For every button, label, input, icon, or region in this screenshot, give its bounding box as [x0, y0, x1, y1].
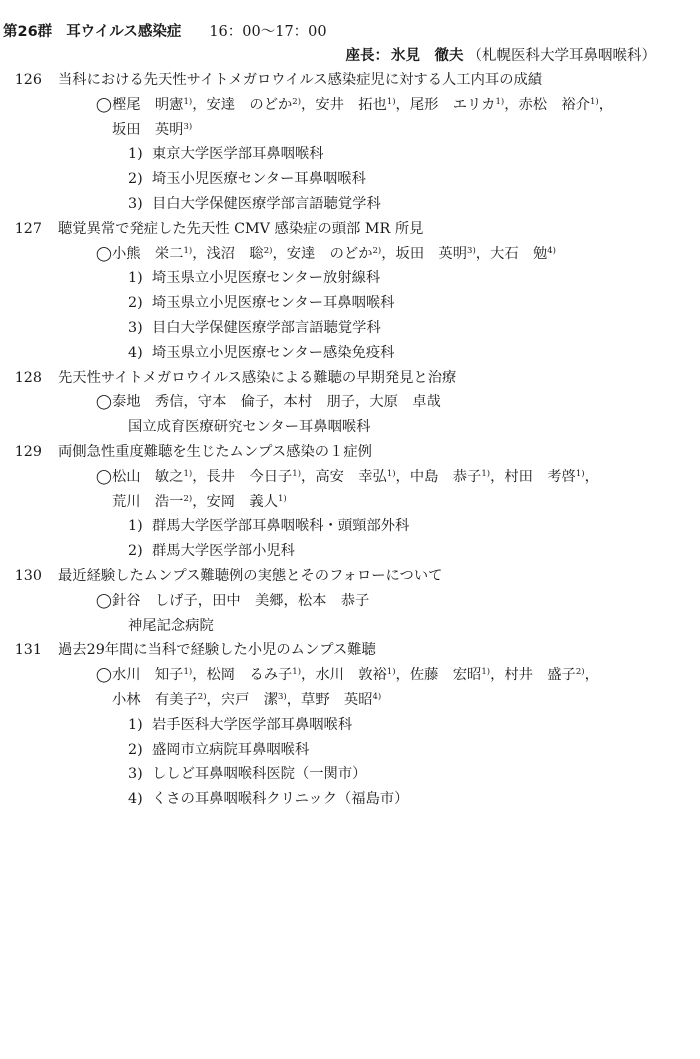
affiliation-marker: 1)	[575, 468, 585, 479]
presentation-title: 先天性サイトメガロウイルス感染による難聴の早期発見と治療	[58, 369, 457, 386]
affiliation-name: 埼玉県立小児医療センター放射線科	[152, 270, 381, 287]
author-line	[0, 688, 700, 713]
author-line	[0, 465, 700, 490]
affiliation-line	[0, 266, 700, 291]
author-name: 小林 有美子	[112, 691, 198, 708]
affiliation-line	[0, 316, 700, 341]
affiliation-marker: 1)	[183, 667, 193, 678]
affiliation-name: 埼玉県立小児医療センター耳鼻咽喉科	[152, 295, 395, 312]
author-name: ，	[584, 468, 599, 485]
author-name: ，中島 恭子	[395, 468, 482, 485]
author-line	[0, 390, 700, 415]
affiliation-line	[0, 142, 700, 167]
author-name: ，草野 英昭	[286, 691, 373, 708]
author-name: ，村井 盛子	[490, 667, 576, 684]
presentation-129	[0, 440, 700, 564]
affiliation-line	[0, 415, 700, 440]
affiliation-line	[0, 167, 700, 192]
affiliation-marker: 1)	[386, 468, 396, 479]
author-name: ，安岡 義人	[192, 493, 278, 510]
affiliation-marker: 4)	[372, 691, 382, 702]
author-name: ，安井 拓也	[301, 96, 387, 113]
affiliation-name: 目白大学保健医療学部言語聴覚学科	[152, 319, 381, 336]
presentation-title-line	[0, 440, 700, 465]
chair-affiliation: （札幌医科大学耳鼻咽喉科）	[467, 48, 656, 64]
affiliation-marker: 2)	[575, 667, 585, 678]
author-name: ◯小熊 栄二	[96, 245, 184, 262]
affiliation-marker: 2)	[197, 691, 207, 702]
affiliation-line	[0, 341, 700, 366]
author-name: ◯松山 敏之	[96, 468, 184, 485]
affiliation-number: 1)	[128, 270, 143, 287]
author-line	[0, 242, 700, 267]
affiliation-name: 東京大学医学部耳鼻咽喉科	[152, 146, 324, 163]
author-name: ，安達 のどか	[192, 96, 293, 113]
affiliation-marker: 2)	[183, 493, 193, 504]
author-name: ，浅沼 聡	[192, 245, 264, 262]
presentation-number: 127	[14, 220, 42, 237]
affiliation-number: 4)	[128, 791, 143, 808]
author-name: ，村田 考啓	[490, 468, 576, 485]
presentation-number: 130	[14, 567, 42, 584]
author-name: ◯樫尾 明憲	[96, 96, 184, 113]
affiliation-name: 群馬大学医学部耳鼻咽喉科・頭頸部外科	[152, 518, 410, 535]
author-line	[0, 663, 700, 688]
affiliation-name: 埼玉県立小児医療センター感染免疫科	[152, 344, 395, 361]
author-name: ，水川 敦裕	[301, 667, 387, 684]
affiliation-name: 埼玉小児医療センター耳鼻咽喉科	[152, 171, 366, 188]
presentation-126	[0, 68, 700, 217]
affiliation-line	[0, 614, 700, 639]
affiliation-marker: 1)	[278, 493, 287, 504]
affiliation-number: 2)	[128, 171, 143, 188]
author-name: ，高安 幸弘	[301, 468, 387, 485]
presentation-128	[0, 366, 700, 440]
presentation-127	[0, 217, 700, 366]
author-name: ，尾形 エリカ	[395, 96, 496, 113]
session-group: 第26群	[3, 24, 53, 40]
chair-name: 氷見 徹夫	[391, 48, 464, 64]
author-name: ，宍戸 潔	[206, 691, 278, 708]
author-name: ，松岡 るみ子	[192, 667, 293, 684]
affiliation-line	[0, 738, 700, 763]
affiliation-marker: 3)	[467, 245, 476, 256]
author-name: 坂田 英明	[112, 121, 184, 138]
affiliation-name: くさの耳鼻咽喉科クリニック（福島市）	[152, 791, 409, 808]
affiliation-marker: 1)	[481, 667, 491, 678]
affiliation-marker: 4)	[547, 245, 556, 256]
affiliation-line	[0, 291, 700, 316]
presentation-number: 126	[14, 72, 42, 88]
presentation-title-line	[0, 638, 700, 663]
presentation-131	[0, 638, 700, 812]
affiliation-name: 神尾記念病院	[128, 617, 214, 634]
presentation-list	[0, 68, 700, 812]
author-name: ，大石 勉	[475, 245, 548, 262]
session-time: 16：00～17：00	[209, 24, 327, 40]
author-line	[0, 118, 700, 143]
affiliation-marker: 3)	[278, 691, 287, 702]
affiliation-marker: 1)	[183, 245, 193, 256]
affiliation-marker: 1)	[495, 96, 505, 107]
affiliation-line	[0, 713, 700, 738]
presentation-number: 129	[14, 443, 42, 460]
affiliation-number: 2)	[128, 543, 143, 560]
author-name: ，長井 今日子	[192, 468, 293, 485]
affiliation-marker: 1)	[292, 667, 302, 678]
author-name: ◯水川 知子	[96, 667, 184, 684]
presentation-title: 当科における先天性サイトメガロウイルス感染症児に対する人工内耳の成績	[58, 72, 543, 88]
author-name: ，	[598, 96, 614, 113]
affiliation-marker: 2)	[372, 245, 382, 256]
affiliation-number: 3)	[128, 319, 143, 336]
affiliation-marker: 1)	[183, 96, 193, 107]
author-name: ，佐藤 宏昭	[395, 667, 482, 684]
affiliation-number: 2)	[128, 741, 143, 758]
affiliation-number: 3)	[128, 766, 143, 783]
affiliation-marker: 2)	[263, 245, 273, 256]
session-chair	[0, 44, 656, 68]
affiliation-line	[0, 787, 700, 812]
author-name: ，坂田 英明	[381, 245, 468, 262]
affiliation-number: 3)	[128, 195, 143, 212]
author-name: ，赤松 裕介	[504, 96, 590, 113]
presentation-130	[0, 564, 700, 638]
presentation-title: 最近経験したムンプス難聴例の実態とそのフォローについて	[58, 567, 443, 584]
presentation-title: 聴覚異常で発症した先天性 CMV 感染症の頭部 MR 所見	[58, 220, 424, 237]
author-name: ，	[584, 667, 599, 684]
session-title: 耳ウイルス感染症	[66, 24, 182, 40]
author-name: 荒川 浩一	[112, 493, 184, 510]
affiliation-name: 岩手医科大学医学部耳鼻咽喉科	[152, 716, 353, 733]
affiliation-marker: 2)	[292, 96, 302, 107]
author-name: ◯針谷 しげ子，田中 美郷，松本 恭子	[96, 592, 370, 609]
session-header	[3, 20, 700, 44]
presentation-title: 両側急性重度難聴を生じたムンプス感染の１症例	[58, 443, 372, 460]
affiliation-line	[0, 762, 700, 787]
affiliation-marker: 1)	[481, 468, 491, 479]
presentation-title: 過去29年間に当科で経験した小児のムンプス難聴	[58, 642, 376, 659]
affiliation-number: 1)	[128, 146, 143, 163]
chair-label: 座長：	[345, 48, 389, 64]
author-line	[0, 589, 700, 614]
author-name: ，安達 のどか	[272, 245, 373, 262]
affiliation-marker: 1)	[292, 468, 302, 479]
affiliation-name: 目白大学保健医療学部言語聴覚学科	[152, 195, 381, 212]
affiliation-marker: 3)	[183, 121, 193, 132]
affiliation-marker: 1)	[183, 468, 193, 479]
presentation-number: 128	[14, 369, 42, 386]
presentation-number: 131	[14, 642, 42, 659]
affiliation-line	[0, 192, 700, 217]
affiliation-marker: 1)	[386, 667, 396, 678]
affiliation-number: 4)	[128, 344, 143, 361]
affiliation-number: 1)	[128, 716, 143, 733]
affiliation-name: 国立成育医療研究センター耳鼻咽喉科	[128, 419, 371, 436]
affiliation-name: 群馬大学医学部小児科	[152, 543, 295, 560]
affiliation-line	[0, 539, 700, 564]
author-line	[0, 93, 700, 118]
presentation-title-line	[0, 217, 700, 242]
affiliation-marker: 1)	[386, 96, 396, 107]
presentation-title-line	[0, 564, 700, 589]
presentation-title-line	[0, 68, 700, 93]
affiliation-line	[0, 514, 700, 539]
affiliation-marker: 1)	[590, 96, 599, 107]
affiliation-number: 2)	[128, 295, 143, 312]
author-name: ◯泰地 秀信，守本 倫子，本村 朋子，大原 卓哉	[96, 394, 441, 411]
affiliation-number: 1)	[128, 518, 143, 535]
presentation-title-line	[0, 366, 700, 391]
affiliation-name: ししど耳鼻咽喉科医院（一関市）	[152, 766, 367, 783]
affiliation-name: 盛岡市立病院耳鼻咽喉科	[152, 741, 310, 758]
author-line	[0, 490, 700, 515]
